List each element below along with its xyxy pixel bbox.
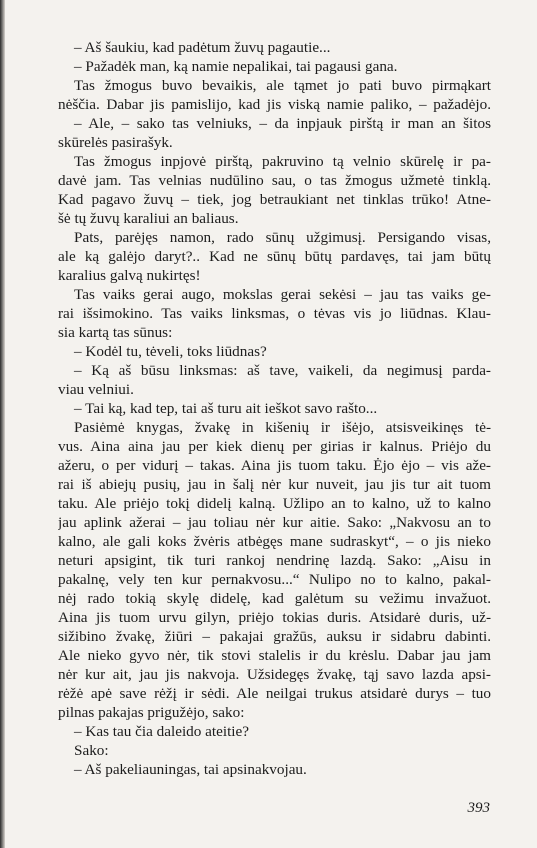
text-line: Kad pagavo žuvų – tiek, jog betraukiant net tinklas trūko! Atne-: [58, 191, 491, 208]
text-line: Tas žmogus inpjovė pirštą, pakruvino tą velnio skūrelę ir pa-: [74, 153, 491, 170]
text-line: jau aplink ažerai – jau toliau nėr kur aitie. Sako: „Nakvosu an to: [58, 514, 491, 531]
text-line: vus. Aina aina jau per kiek dienų per girias ir kalnus. Priėjo du: [58, 438, 491, 455]
text-line: nėščia. Dabar jis pamislijo, kad jis viską namie paliko, – pažadėjo.: [58, 96, 491, 113]
page-number: 393: [467, 800, 490, 816]
text-line: Tas vaiks gerai augo, mokslas gerai sekėsi – jau tas vaiks ge-: [74, 286, 491, 303]
text-line: – Tai ką, kad tep, tai aš turu ait ieškot savo rašto...: [74, 400, 378, 417]
text-line: – Ale, – sako tas velniuks, – da inpjauk pirštą ir man an šitos: [74, 115, 491, 132]
text-line: viau velniui.: [58, 381, 134, 398]
text-line: Aina jis tuom urvu gilyn, priėjo tokias duris. Atsidarė duris, už-: [58, 609, 491, 626]
text-line: sia kartą tas sūnus:: [58, 324, 173, 341]
text-line: nėj rado tokią skylę didelę, kad galėtum su vežimu invažuot.: [58, 590, 491, 607]
text-line: neturi apsigint, tik turi rankoj nendrinę lazdą. Sako: „Aisu in: [58, 552, 491, 569]
text-line: rai išsimokino. Tas vaiks linksmas, o tėvas vis jo liūdnas. Klau-: [58, 305, 491, 322]
text-line: Sako:: [74, 742, 109, 759]
text-line: Ale nieko gyvo nėr, tik stovi stalelis ir du krėslu. Dabar jau jam: [58, 647, 491, 664]
text-line: taku. Ale priėjo tokį didelį kalną. Užlipo an to kalno, už to kalno: [58, 495, 491, 512]
text-line: skūrelės pasirašyk.: [58, 134, 173, 151]
text-line: karalius galvą nukirtęs!: [58, 267, 201, 284]
text-line: – Pažadėk man, ką namie nepalikai, tai pagausi gana.: [74, 58, 398, 75]
page-text-block: [58, 38, 491, 779]
text-line: – Aš pakeliauningas, tai apsinakvojau.: [74, 761, 307, 778]
text-line: pakalnę, vely ten kur pernakvosu...“ Nulipo no to kalno, pakal-: [58, 571, 491, 588]
text-line: – Aš šaukiu, kad padėtum žuvų pagautie...: [74, 39, 331, 56]
page-edge-shadow: [0, 0, 5, 848]
text-line: Tas žmogus buvo bevaikis, ale tąmet jo pati buvo pirmąkart: [74, 77, 491, 94]
text-line: pilnas pakajas prigužėjo, sako:: [58, 704, 245, 721]
text-line: rai iš abiejų pusių, jau in šalį nėr kur nuveit, jau jis tur ait tuom: [58, 476, 491, 493]
text-line: kalno, ale gali koks žvėris atbėgęs mane sudraskyt“, – o jis nieko: [58, 533, 491, 550]
text-line: davė jam. Tas velnias nudūlino sau, o tas žmogus užmetė tinklą.: [58, 172, 491, 189]
text-line: šė tų žuvų karaliui an baliaus.: [58, 210, 239, 227]
text-line: – Kodėl tu, tėveli, toks liūdnas?: [74, 343, 267, 360]
text-line: nėr kur ait, jau jis nakvoja. Užsidegęs žvakę, tąj savo lazda apsi-: [58, 666, 491, 683]
text-line: – Kas tau čia daleido ateitie?: [74, 723, 249, 740]
text-line: rėžė apė save rėžį ir sėdi. Ale neilgai trukus atsidarė durys – tuo: [58, 685, 491, 702]
text-line: Pasiėmė knygas, žvakę in kišenių ir išėjo, atsisveikinęs tė-: [74, 419, 491, 436]
text-line: Pats, parėjęs namon, rado sūnų užgimusį. Persigando visas,: [74, 229, 491, 246]
text-line: ažeru, o per vidurį – takas. Aina jis tuom taku. Ėjo ėjo – vis aže-: [58, 457, 491, 474]
text-line: sižibino žvakę, žiūri – pakajai gražūs, auksu ir sidabru dabinti.: [58, 628, 491, 645]
text-line: – Ką aš būsu linksmas: aš tave, vaikeli, da negimusį parda-: [74, 362, 491, 379]
text-line: ale ką galėjo daryt?.. Kad ne sūnų būtų pardavęs, tai jam būtų: [58, 248, 491, 265]
